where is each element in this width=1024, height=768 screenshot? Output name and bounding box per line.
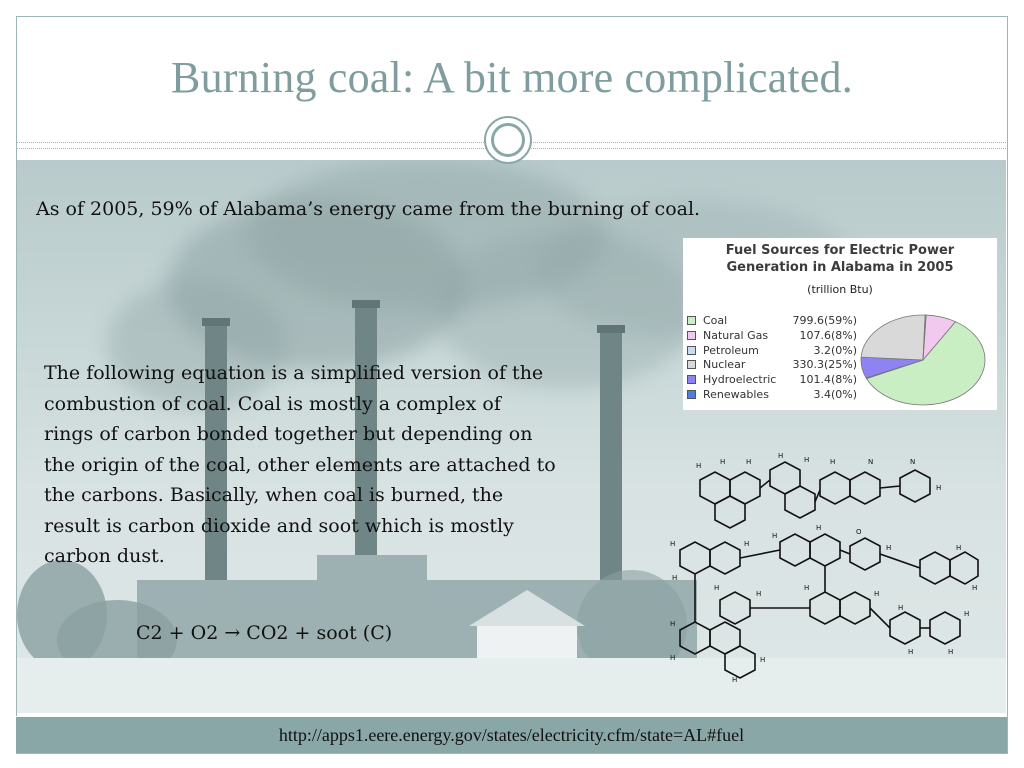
svg-text:H: H	[874, 590, 880, 598]
fuel-sources-chart	[683, 238, 997, 410]
paragraph-line: combustion of coal. Coal is mostly a complex of	[44, 392, 501, 415]
legend-swatch	[687, 375, 696, 384]
title-ornament-ring	[484, 116, 532, 164]
svg-text:H: H	[672, 574, 678, 582]
paragraph-line: result is carbon dioxide and soot which is mostly	[44, 514, 514, 537]
legend-value: 101.4(8%)	[799, 373, 857, 387]
svg-text:N: N	[868, 458, 874, 466]
chart-legend	[687, 314, 857, 403]
svg-text:O: O	[856, 528, 862, 536]
svg-text:H: H	[670, 620, 676, 628]
svg-text:H: H	[744, 540, 750, 548]
chart-subtitle: (trillion Btu)	[807, 283, 873, 296]
legend-item-nuclear	[687, 358, 857, 373]
svg-text:H: H	[964, 610, 970, 618]
combustion-equation: C2 + O2 → CO2 + soot (C)	[136, 622, 393, 644]
chart-title-line: Generation in Alabama in 2005	[726, 260, 954, 275]
svg-text:H: H	[760, 656, 766, 664]
legend-value: 107.6(8%)	[799, 328, 857, 342]
legend-swatch	[687, 390, 696, 399]
pie-slice-nuclear	[861, 315, 925, 360]
legend-item-renewables	[687, 388, 857, 403]
legend-label: Nuclear	[703, 358, 746, 372]
legend-swatch	[687, 331, 696, 340]
svg-text:H: H	[948, 648, 954, 656]
svg-text:H: H	[816, 524, 822, 532]
legend-item-petroleum	[687, 344, 857, 359]
legend-label: Coal	[703, 314, 728, 327]
legend-label: Natural Gas	[703, 328, 769, 342]
combustion-paragraph	[44, 358, 644, 572]
svg-text:H: H	[898, 604, 904, 612]
paragraph-line: The following equation is a simplified version of the	[44, 362, 544, 384]
legend-swatch	[687, 346, 696, 355]
svg-text:H: H	[746, 458, 752, 466]
legend-value: 330.3(25%)	[792, 358, 857, 372]
legend-value: 3.2(0%)	[813, 343, 857, 357]
pie-chart	[859, 312, 987, 408]
intro-text: As of 2005, 59% of Alabama’s energy came from the burning of coal.	[36, 198, 701, 220]
svg-text:H: H	[772, 532, 778, 540]
slide-title: Burning coal: A bit more complicated.	[171, 53, 853, 102]
svg-text:N: N	[910, 458, 916, 466]
legend-item-coal	[687, 314, 857, 329]
legend-swatch	[687, 316, 696, 325]
legend-swatch	[687, 360, 696, 369]
legend-item-hydroelectric	[687, 373, 857, 388]
paragraph-line: the carbons. Basically, when coal is burned, the	[44, 484, 504, 506]
svg-text:H: H	[670, 654, 676, 662]
svg-text:H: H	[714, 584, 720, 592]
paragraph-line: rings of carbon bonded together but depending on	[44, 423, 533, 445]
chart-title	[683, 242, 997, 276]
coal-molecule-structure	[660, 450, 980, 682]
svg-text:H: H	[732, 676, 738, 682]
svg-text:H: H	[756, 590, 762, 598]
chart-title-line: Fuel Sources for Electric Power	[725, 243, 955, 258]
svg-text:H: H	[804, 584, 810, 592]
svg-text:H: H	[956, 544, 962, 552]
legend-label: Hydroelectric	[703, 373, 777, 387]
paragraph-line: carbon dust.	[44, 545, 165, 567]
svg-text:H: H	[886, 544, 892, 552]
legend-value: 799.6(59%)	[792, 314, 857, 327]
legend-label: Renewables	[703, 387, 769, 401]
svg-text:H: H	[830, 458, 836, 466]
paragraph-line: the origin of the coal, other elements are attached to	[44, 453, 556, 476]
source-link[interactable]: http://apps1.eere.energy.gov/states/electricity.cfm/state=AL#fuel	[278, 725, 745, 745]
svg-text:H: H	[936, 484, 942, 492]
legend-value: 3.4(0%)	[813, 387, 857, 401]
svg-text:H: H	[908, 648, 914, 656]
svg-text:H: H	[696, 462, 702, 470]
svg-text:H: H	[670, 540, 676, 548]
svg-text:H: H	[778, 452, 784, 460]
legend-label: Petroleum	[703, 343, 759, 357]
legend-item-natural-gas	[687, 329, 857, 344]
svg-text:H: H	[972, 584, 978, 592]
footer-bar	[16, 716, 1007, 753]
svg-text:H: H	[720, 458, 726, 466]
svg-text:H: H	[804, 456, 810, 464]
